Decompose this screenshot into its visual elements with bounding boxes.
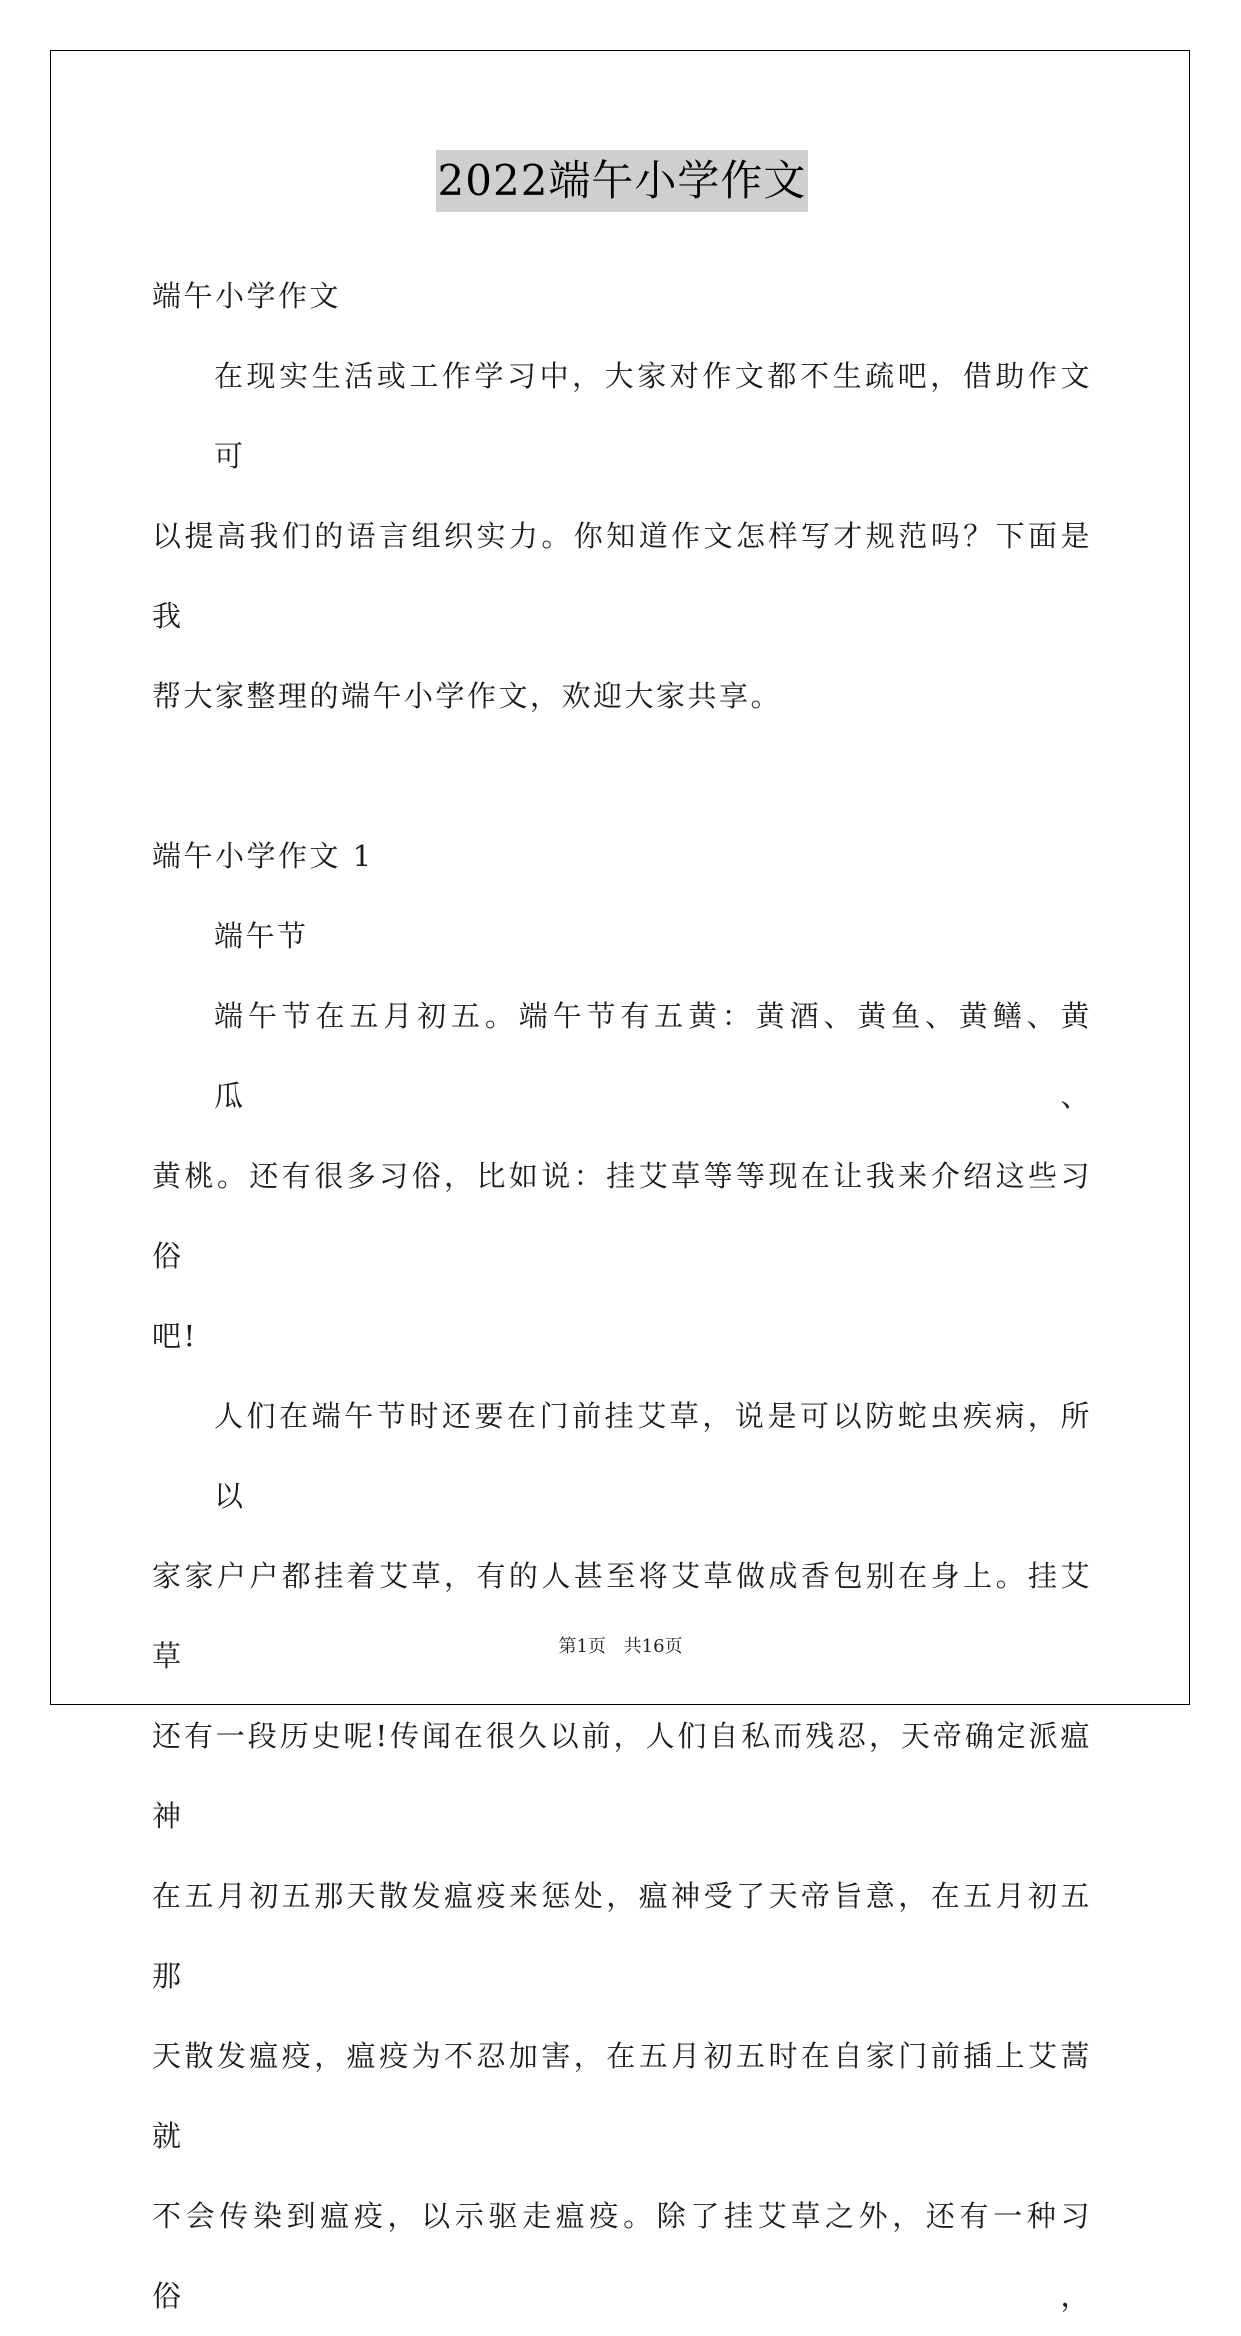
page-number: 第1页 — [558, 1636, 606, 1657]
document-body — [152, 150, 1092, 2336]
paragraph-line: 端午节在五月初五。端午节有五黄：黄酒、黄鱼、黄鳝、黄瓜、 — [214, 999, 1092, 1113]
title-wrap — [152, 150, 1092, 212]
document-title: 2022端午小学作文 — [436, 150, 809, 212]
paragraph-line: 黄桃。还有很多习俗，比如说：挂艾草等等现在让我来介绍这些习俗 — [152, 1159, 1092, 1273]
paragraph-line: 人们在端午节时还要在门前挂艾草，说是可以防蛇虫疾病，所以 — [214, 1399, 1092, 1513]
page-total: 共16页 — [623, 1636, 683, 1657]
paragraph-line: 吧! — [152, 1319, 198, 1353]
page-footer — [0, 1632, 1241, 1658]
spacer — [152, 736, 1092, 816]
paragraph-line: 还有一段历史呢!传闻在很久以前，人们自私而残忍，天帝确定派瘟神 — [152, 1719, 1092, 1833]
intro-line: 在现实生活或工作学习中，大家对作文都不生疏吧，借助作文可 — [214, 359, 1092, 473]
paragraph-line: 天散发瘟疫，瘟疫为不忍加害，在五月初五时在自家门前插上艾蒿就 — [152, 2039, 1092, 2153]
paragraph-line: 在五月初五那天散发瘟疫来惩处，瘟神受了天帝旨意，在五月初五那 — [152, 1879, 1092, 1993]
paragraph-line: 不会传染到瘟疫，以示驱走瘟疫。除了挂艾草之外，还有一种习俗， — [152, 2199, 1092, 2313]
subtitle: 端午小学作文 — [152, 279, 342, 313]
paragraph-line: 家家户户都挂着艾草，有的人甚至将艾草做成香包别在身上。挂艾草 — [152, 1559, 1092, 1673]
intro-line: 以提高我们的语言组织实力。你知道作文怎样写才规范吗？下面是我 — [152, 519, 1092, 633]
section-heading: 端午小学作文 1 — [152, 839, 374, 873]
intro-line: 帮大家整理的端午小学作文，欢迎大家共享。 — [152, 679, 783, 713]
section-title: 端午节 — [214, 919, 309, 953]
